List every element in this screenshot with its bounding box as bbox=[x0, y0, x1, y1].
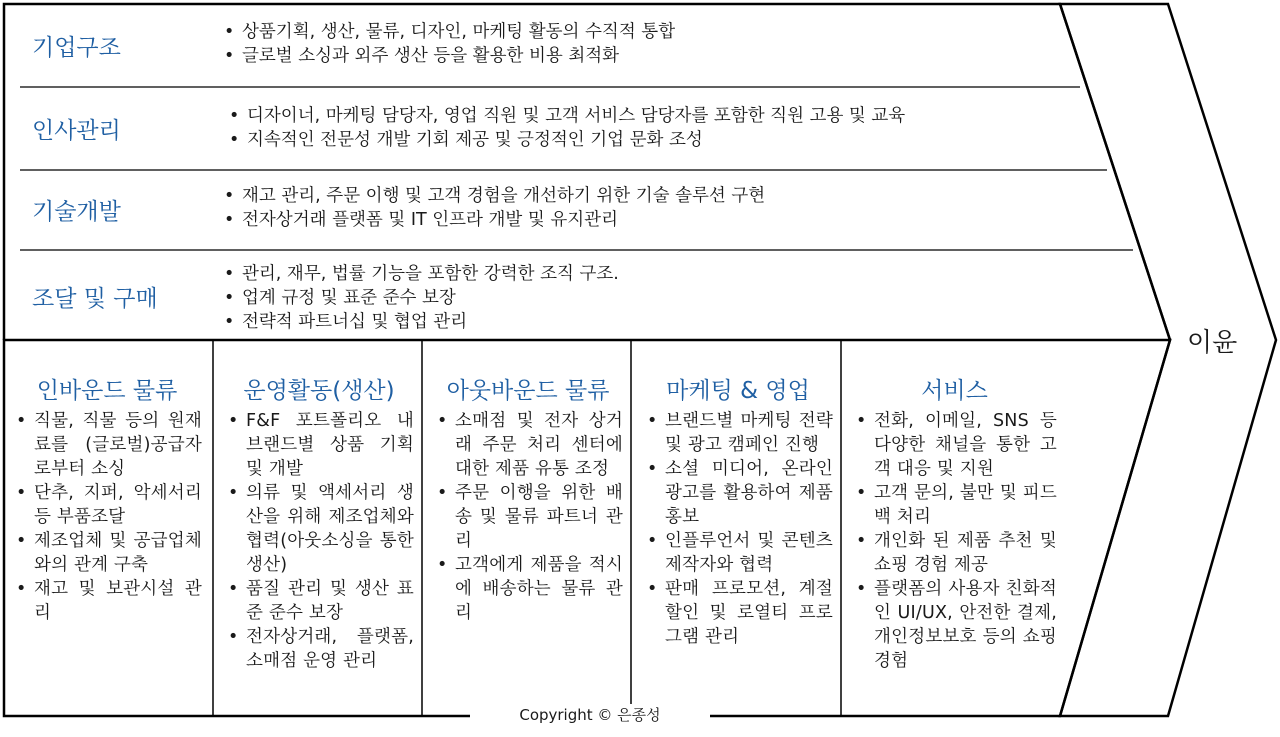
primary-item: • 개인화 된 제품 추천 및 쇼핑 경험 제공 bbox=[852, 529, 1057, 577]
support-line: • 재고 관리, 주문 이행 및 고객 경험을 개선하기 위한 기술 솔루션 구현 bbox=[220, 184, 765, 208]
support-line: • 전자상거래 플랫폼 및 IT 인프라 개발 및 유지관리 bbox=[220, 208, 765, 232]
primary-column-inbound bbox=[12, 372, 202, 702]
margin-label: 이윤 bbox=[1187, 328, 1238, 358]
primary-item: • 주문 이행을 위한 배송 및 물류 파트너 관리 bbox=[433, 481, 623, 553]
primary-column-service bbox=[852, 372, 1057, 702]
primary-item: • 브랜드별 마케팅 전략 및 광고 캠페인 진행 bbox=[643, 409, 833, 457]
support-line: • 업계 규정 및 표준 준수 보장 bbox=[220, 286, 619, 310]
support-line: • 전략적 파트너십 및 협업 관리 bbox=[220, 310, 619, 334]
primary-title: 마케팅 & 영업 bbox=[666, 378, 810, 404]
primary-item: • 제조업체 및 공급업체와의 관계 구축 bbox=[12, 529, 202, 577]
support-line: • 디자이너, 마케팅 담당자, 영업 직원 및 고객 서비스 담당자를 포함한 직원 고용 및 교육 bbox=[225, 104, 905, 128]
primary-item: • 소셜 미디어, 온라인 광고를 활용하여 제품 홍보 bbox=[643, 457, 833, 529]
primary-title: 서비스 bbox=[921, 378, 988, 404]
support-title-hr: 인사관리 bbox=[32, 118, 121, 144]
primary-item: • 전자상거래, 플랫폼, 소매점 운영 관리 bbox=[224, 625, 414, 673]
margin-chevron bbox=[1060, 4, 1276, 716]
support-line: • 지속적인 전문성 개발 기회 제공 및 긍정적인 기업 문화 조성 bbox=[225, 128, 905, 152]
primary-item: • 전화, 이메일, SNS 등 다양한 채널을 통한 고객 대응 및 지원 bbox=[852, 409, 1057, 481]
primary-item: • 직물, 직물 등의 원재료를 (글로벌)공급자로부터 소싱 bbox=[12, 409, 202, 481]
primary-title: 아웃바운드 물류 bbox=[446, 378, 610, 404]
support-title-technology: 기술개발 bbox=[32, 199, 121, 225]
support-line: • 상품기획, 생산, 물류, 디자인, 마케팅 활동의 수직적 통합 bbox=[220, 20, 675, 44]
primary-item: • 플랫폼의 사용자 친화적인 UI/UX, 안전한 결제, 개인정보보호 등의 쇼핑 경험 bbox=[852, 577, 1057, 673]
primary-column-operations bbox=[224, 372, 414, 702]
support-lines-firm-infrastructure bbox=[220, 20, 675, 68]
primary-item: • 소매점 및 전자 상거래 주문 처리 센터에 대한 제품 유통 조정 bbox=[433, 409, 623, 481]
primary-title: 운영활동(생산) bbox=[243, 378, 395, 404]
primary-column-marketing bbox=[643, 372, 833, 702]
primary-item: • 고객에게 제품을 적시에 배송하는 물류 관리 bbox=[433, 553, 623, 625]
support-title-procurement: 조달 및 구매 bbox=[32, 286, 158, 312]
primary-item: • 품질 관리 및 생산 표준 준수 보장 bbox=[224, 577, 414, 625]
support-lines-technology bbox=[220, 184, 765, 232]
primary-title: 인바운드 물류 bbox=[36, 378, 178, 404]
primary-item: • 인플루언서 및 콘텐츠 제작자와 협력 bbox=[643, 529, 833, 577]
primary-item: • 판매 프로모션, 계절 할인 및 로열티 프로그램 관리 bbox=[643, 577, 833, 649]
support-line: • 글로벌 소싱과 외주 생산 등을 활용한 비용 최적화 bbox=[220, 44, 675, 68]
support-lines-procurement bbox=[220, 262, 619, 334]
support-title-firm-infrastructure: 기업구조 bbox=[32, 35, 121, 61]
primary-item: • 단추, 지퍼, 악세서리 등 부품조달 bbox=[12, 481, 202, 529]
primary-item: • 재고 및 보관시설 관리 bbox=[12, 577, 202, 625]
support-lines-hr bbox=[225, 104, 905, 152]
support-line: • 관리, 재무, 법률 기능을 포함한 강력한 조직 구조. bbox=[220, 262, 619, 286]
primary-item: • F&F 포트폴리오 내 브랜드별 상품 기획 및 개발 bbox=[224, 409, 414, 481]
primary-column-outbound bbox=[433, 372, 623, 702]
copyright-notice: Copyright © 은종성 bbox=[470, 704, 710, 725]
primary-item: • 의류 및 액세서리 생산을 위해 제조업체와 협력(아웃소싱을 통한 생산) bbox=[224, 481, 414, 577]
primary-item: • 고객 문의, 불만 및 피드백 처리 bbox=[852, 481, 1057, 529]
